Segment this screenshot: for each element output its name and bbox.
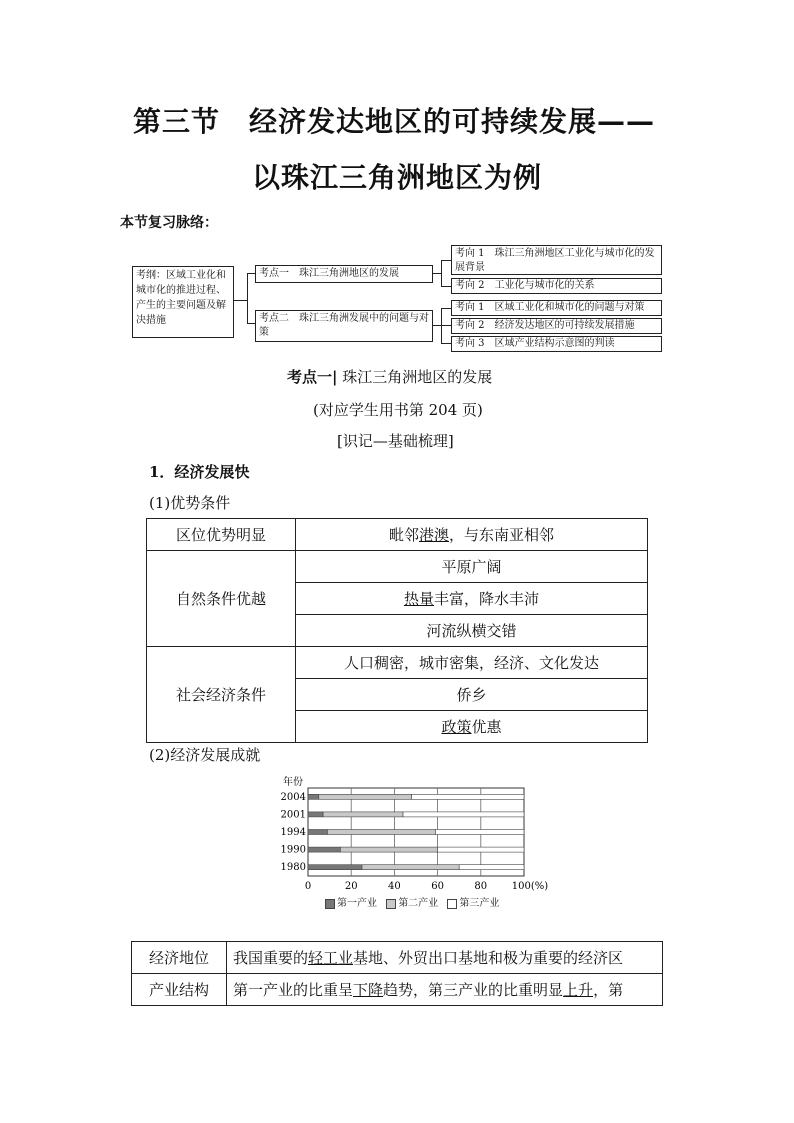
section-heading [287,366,492,387]
chart-bar-1990-s1 [340,847,437,852]
chart-bar-1980-s2 [459,865,524,870]
chart-bar-2004-s0 [308,794,319,799]
industry-structure-value: 第一产业的比重呈下降趋势，第三产业的比重明显上升，第 [227,974,663,1006]
chart-bar-2004-s1 [319,794,412,799]
chart-bar-1980-s0 [308,865,362,870]
economic-status-label: 经济地位 [132,942,227,974]
chart-bar-1994-s1 [327,830,435,835]
adv-natural-r1: 平原广阔 [296,551,648,583]
chart-y-tick-label: 1980 [280,862,306,874]
legend-swatch-primary [325,899,335,909]
adv-location-value: 毗邻港澳，与东南亚相邻 [296,519,648,551]
adv-social-r3: 政策优惠 [296,711,648,743]
adv-location-label: 区位优势明显 [147,519,296,551]
mindmap-leaf-1-2: 考向 2 工业化与城市化的关系 [451,278,662,294]
adv-natural-r2: 热量丰富，降水丰沛 [296,583,648,615]
achievement-table [131,941,663,1006]
page-title-line1: 第三节 经济发达地区的可持续发展—— [133,105,656,138]
mindmap-root: 考纲：区域工业化和城市化的推进过程、产生的主要问题及解决措施 [132,266,234,338]
item1-title: 1．经济发展快 [149,463,250,481]
chart-y-tick-label: 1990 [280,844,306,856]
chart-y-tick-label: 2001 [280,809,306,821]
chart-bar-1994-s0 [308,830,327,835]
mindmap-point2: 考点二 珠江三角洲发展中的问题与对策 [255,310,433,342]
chart-x-tick-label: 80 [474,881,488,892]
section-tag: [识记—基础梳理] [337,432,454,450]
chart-x-tick-label: 60 [431,881,444,892]
item1-sub1: (1)优势条件 [149,494,231,512]
review-label: 本节复习脉络： [120,215,218,231]
section-page-ref: (对应学生用书第 204 页) [313,401,483,419]
advantage-table [146,518,648,743]
mindmap-leaf-2-3: 考向 3 区域产业结构示意图的判读 [451,336,662,352]
adv-social-r2: 侨乡 [296,679,648,711]
chart-x-tick-label: 40 [388,881,401,892]
chart-bar-2001-s1 [323,812,403,817]
chart-x-tick-label: 100(%) [511,881,549,892]
chart-y-axis-label: 年份 [283,777,303,788]
chart-bar-2004-s2 [412,794,524,799]
mindmap-leaf-1-1: 考向 1 珠江三角洲地区工业化与城市化的发展背景 [451,245,662,275]
adv-social-label: 社会经济条件 [147,647,296,743]
chart-bar-1990-s2 [438,847,524,852]
mindmap-point1: 考点一 珠江三角洲地区的发展 [255,265,433,283]
page-title-line2: 以珠江三角洲地区为例 [252,161,543,194]
chart-bar-2001-s0 [308,812,323,817]
item1-sub2: (2)经济发展成就 [149,746,261,764]
mindmap-leaf-2-2: 考向 2 经济发达地区的可持续发展措施 [451,318,662,334]
chart-bar-2001-s2 [403,812,524,817]
adv-natural-r3: 河流纵横交错 [296,615,648,647]
industry-structure-chart [270,770,560,910]
chart-y-tick-label: 2004 [280,791,306,803]
section-heading-text: 珠江三角洲地区的发展 [342,368,493,386]
chart-legend [325,894,499,909]
mindmap-leaf-2-1: 考向 1 区域工业化和城市化的问题与对策 [451,300,662,316]
chart-bar-1980-s1 [362,865,459,870]
chart-y-tick-label: 1994 [280,827,306,838]
chart-bar-1990-s0 [308,847,340,852]
legend-swatch-tertiary [447,899,457,909]
section-heading-prefix: 考点一| [287,368,338,386]
legend-swatch-secondary [386,899,396,909]
legend-primary: 第一产业 [337,898,377,909]
chart-x-tick-label: 20 [344,881,358,892]
adv-social-r1: 人口稠密，城市密集，经济、文化发达 [296,647,648,679]
industry-structure-label: 产业结构 [132,974,227,1006]
chart-x-tick-label: 0 [304,881,312,892]
chart-bar-1994-s2 [435,830,524,835]
legend-secondary: 第二产业 [398,898,439,909]
adv-natural-label: 自然条件优越 [147,551,296,647]
economic-status-value: 我国重要的轻工业基地、外贸出口基地和极为重要的经济区 [227,942,663,974]
legend-tertiary: 第三产业 [459,898,500,909]
